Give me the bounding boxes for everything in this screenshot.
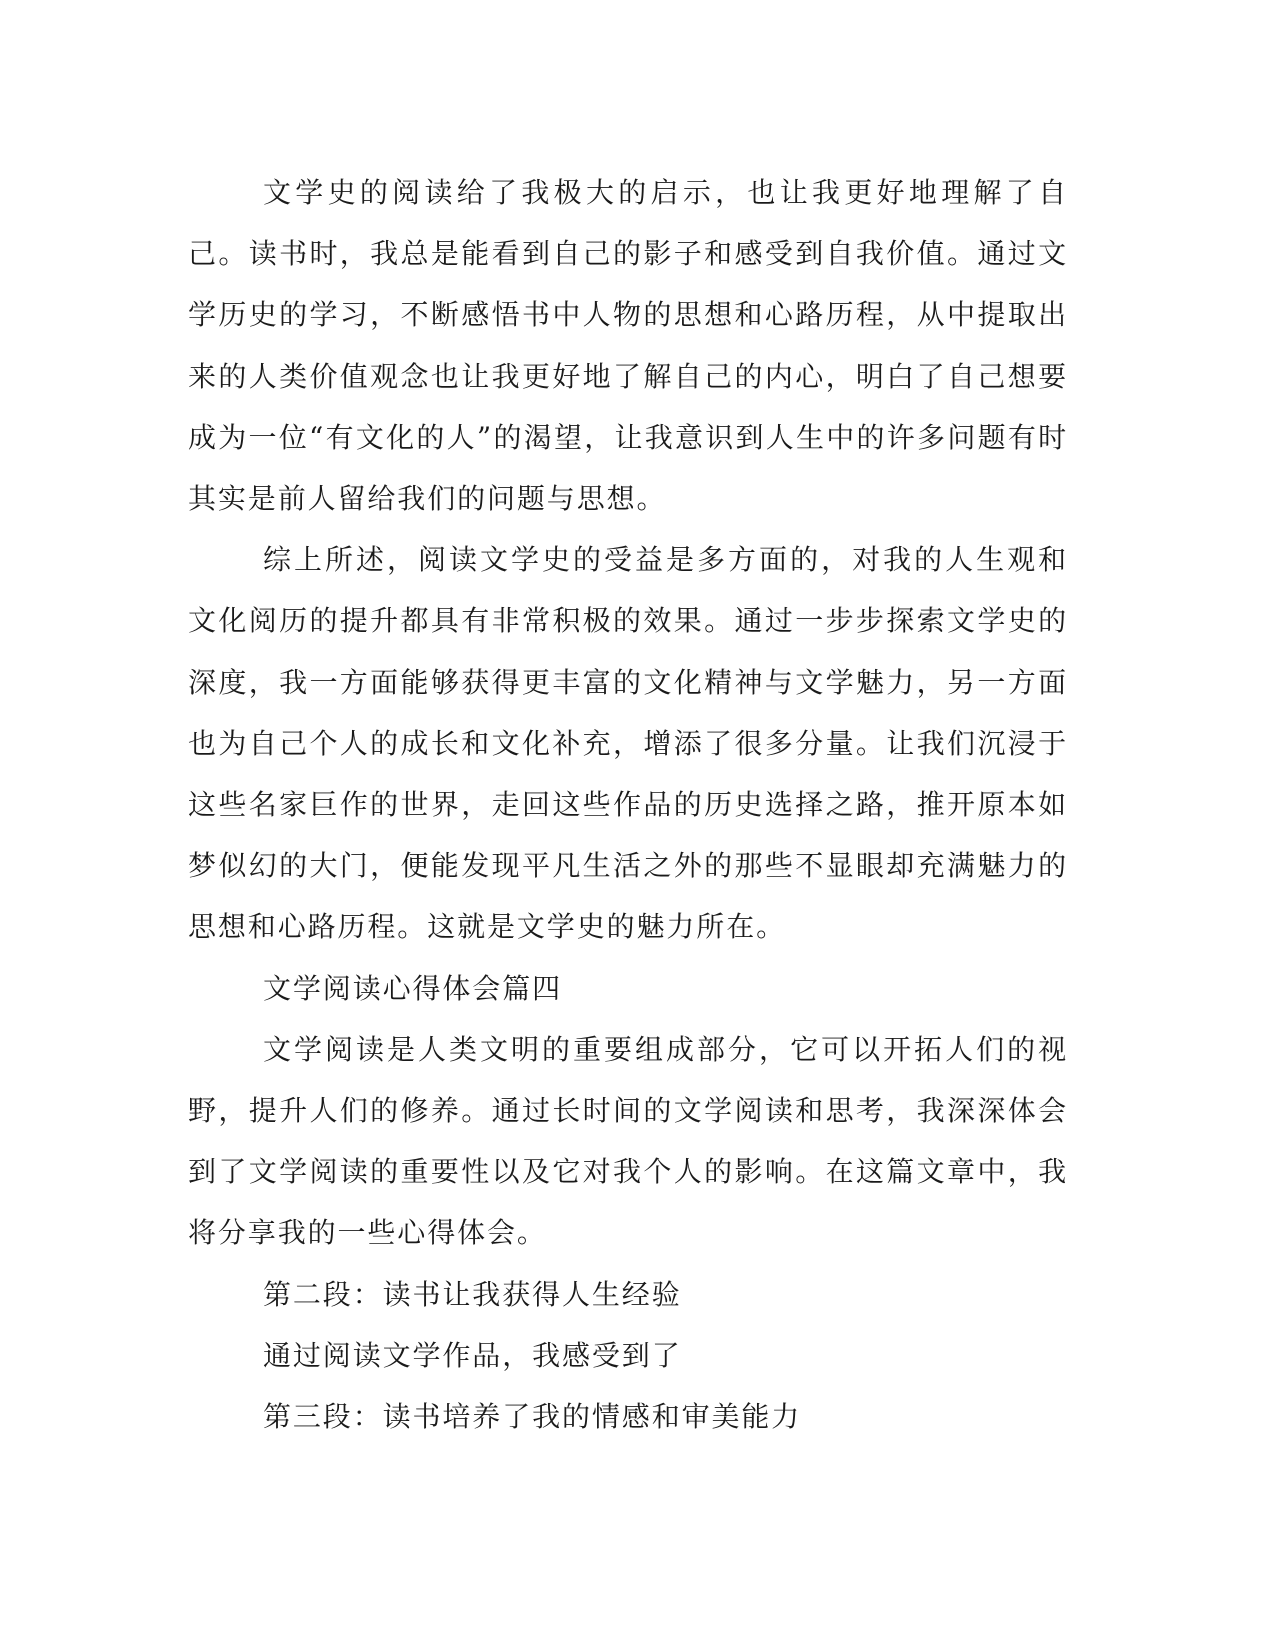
paragraph-second-section-start: 通过阅读文学作品，我感受到了 <box>263 1338 682 1372</box>
heading-third-section: 第三段：读书培养了我的情感和审美能力 <box>263 1400 802 1434</box>
document-body <box>188 162 1068 1447</box>
heading-second-section: 第二段：读书让我获得人生经验 <box>263 1277 682 1311</box>
paragraph-introduction: 文学阅读是人类文明的重要组成部分，它可以开拓人们的视野，提升人们的修养。通过长时间的文学阅读和思考，我深深体会到了文学阅读的重要性以及它对我个人的影响。在这篇文章中，我将分享我的一些心得体会。 <box>188 1032 1068 1250</box>
paragraph-summary: 综上所述，阅读文学史的受益是多方面的，对我的人生观和文化阅历的提升都具有非常积极的效果。通过一步步探索文学史的深度，我一方面能够获得更丰富的文化精神与文学魅力，另一方面也为自己个人的成长和文化补充，增添了很多分量。让我们沉浸于这些名家巨作的世界，走回这些作品的历史选择之路，推开原本如梦似幻的大门，便能发现平凡生活之外的那些不显眼却充满魅力的思想和心路历程。这就是文学史的魅力所在。 <box>188 543 1068 944</box>
section-title-part-four: 文学阅读心得体会篇四 <box>263 971 563 1005</box>
paragraph-literary-history-insight: 文学史的阅读给了我极大的启示，也让我更好地理解了自己。读书时，我总是能看到自己的影子和感受到自我价值。通过文学历史的学习，不断感悟书中人物的思想和心路历程，从中提取出来的人类价值观念也让我更好地了解自己的内心，明白了自己想要成为一位“有文化的人”的渴望，让我意识到人生中的许多问题有时其实是前人留给我们的问题与思想。 <box>188 176 1068 516</box>
